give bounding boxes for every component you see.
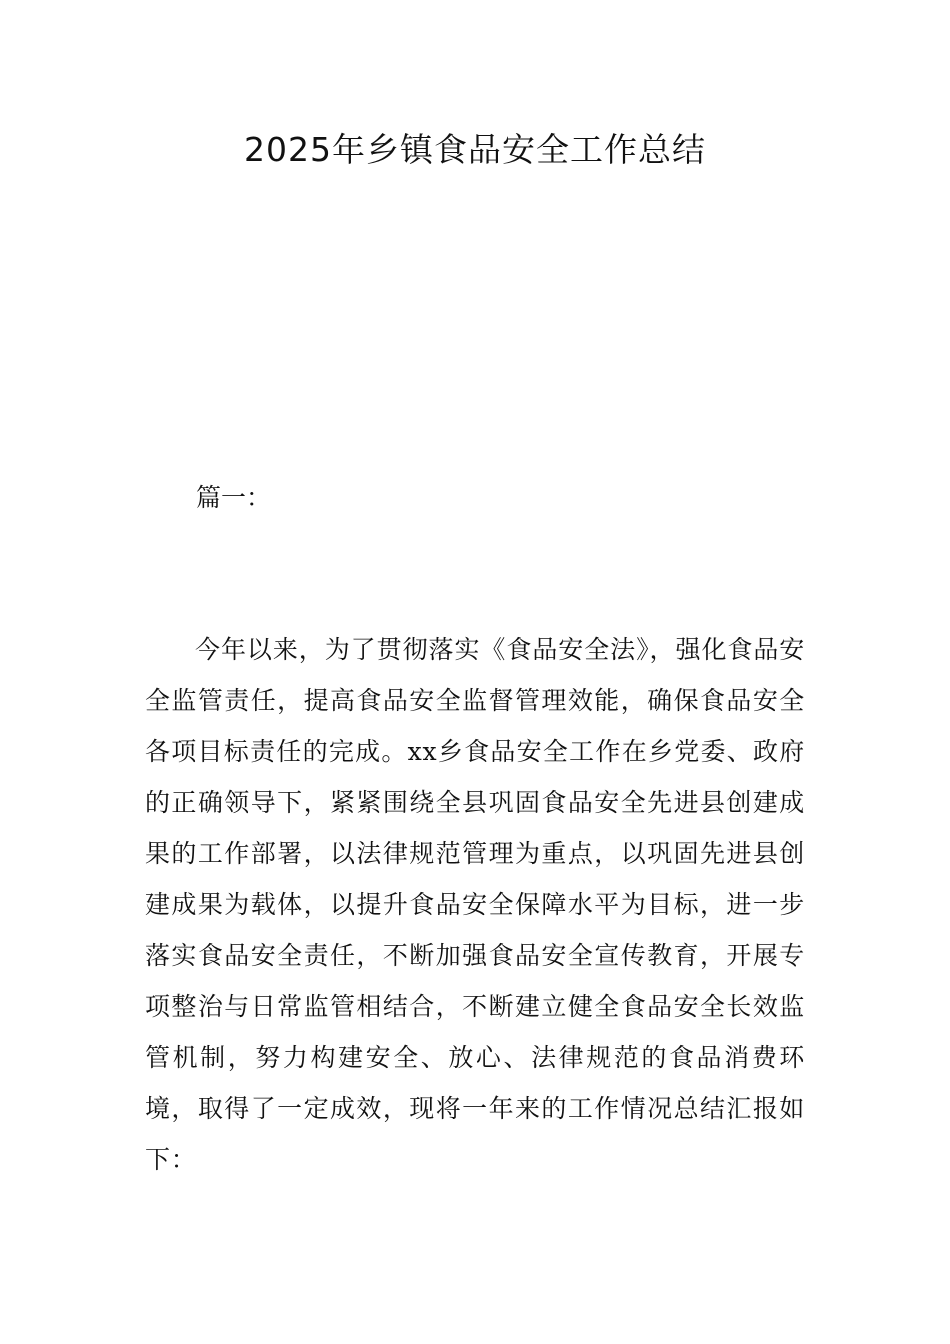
body-paragraph: 今年以来，为了贯彻落实《食品安全法》，强化食品安全监管责任，提高食品安全监督管理效能，确保食品安全各项目标责任的完成。xx乡食品安全工作在乡党委、政府的正确领导下，紧紧围绕全县巩固食品安全先进县创建成果的工作部署，以法律规范管理为重点，以巩固先进县创建成果为载体，以提升食品安全保障水平为目标，进一步落实食品安全责任，不断加强食品安全宣传教育，开展专项整治与日常监管相结合，不断建立健全食品安全长效监管机制，努力构建安全、放心、法律规范的食品消费环境，取得了一定成效，现将一年来的工作情况总结汇报如下：	[145, 635, 805, 1174]
document-title: 2025年乡镇食品安全工作总结	[244, 130, 706, 169]
section-label: 篇一：	[196, 483, 272, 512]
